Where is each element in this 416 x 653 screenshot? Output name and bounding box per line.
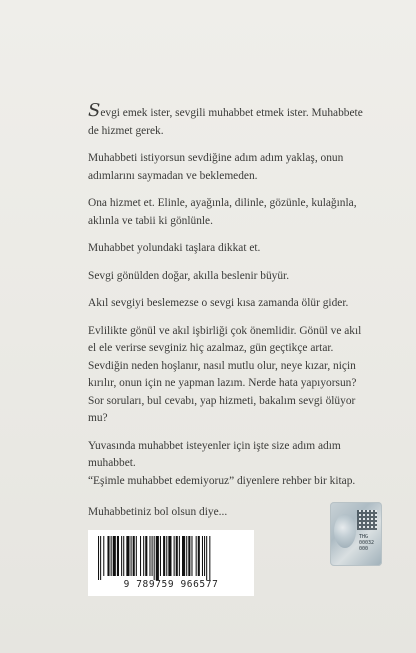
- back-cover-blurb: [88, 100, 384, 532]
- blurb-closing: Muhabbetiniz bol olsun diye...: [88, 506, 228, 518]
- blurb-line: Muhabbeti istiyorsun sevdiğine adım adım yaklaş, onun: [88, 152, 344, 164]
- hologram-sticker: [330, 502, 382, 566]
- blurb-line: mu?: [88, 412, 108, 424]
- isbn-digits: 9 789759 966577: [123, 579, 219, 590]
- blurb-line: Evlilikte gönül ve akıl işbirliği çok önemlidir. Gönül ve akıl: [88, 324, 362, 337]
- blurb-paragraph-8: [88, 438, 384, 491]
- hologram-emblem-icon: [334, 514, 356, 548]
- blurb-line: Ona hizmet et. Elinle, ayağınla, dilinle, gözünle, kulağınla,: [88, 197, 357, 209]
- blurb-line: Sor soruları, bul cevabı, yap hizmeti, bakalım sevgi ölüyor: [88, 394, 356, 407]
- sticker-code-line: 00032: [359, 540, 375, 546]
- blurb-paragraph-1: [88, 100, 384, 140]
- sticker-code-line: THG: [359, 534, 369, 540]
- blurb-line: Sevdiğin neden hoşlanır, nasıl mutlu olur, neye kızar, niçin: [88, 359, 356, 372]
- blurb-line: de hizmet gerek.: [88, 124, 164, 137]
- qr-code-icon: [357, 510, 377, 530]
- barcode-bars-icon: [96, 536, 246, 580]
- blurb-line: aklınla ve tabii ki gönlünle.: [88, 214, 213, 227]
- sticker-code: [359, 534, 374, 552]
- blurb-line: [88, 100, 384, 123]
- blurb-line: kırılır, onun için ne yapman lazım. Nerde hata yapıyorsun?: [88, 377, 357, 389]
- blurb-line: muhabbet.: [88, 457, 136, 469]
- blurb-paragraph-5: Sevgi gönülden doğar, akılla beslenir büyür.: [88, 269, 290, 282]
- drop-cap: S: [88, 100, 101, 121]
- sticker-code-line: 000: [359, 546, 369, 552]
- blurb-line: “Eşimle muhabbet edemiyoruz” diyenlere rehber bir kitap.: [88, 474, 356, 487]
- blurb-paragraph-3: [88, 195, 384, 230]
- blurb-line: el ele verirse sevginiz hiç azalmaz, gün geçtikçe artar.: [88, 342, 334, 354]
- blurb-paragraph-2: [88, 150, 384, 185]
- blurb-paragraph-4: Muhabbet yolundaki taşlara dikkat et.: [88, 242, 261, 254]
- blurb-paragraph-6: Akıl sevgiyi beslemezse o sevgi kısa zamanda ölür gider.: [88, 297, 349, 309]
- blurb-paragraph-7: [88, 323, 384, 428]
- blurb-line: adımlarını saymadan ve beklemeden.: [88, 169, 258, 182]
- isbn-barcode: [88, 530, 254, 596]
- blurb-text: evgi emek ister, sevgili muhabbet etmek ister. Muhabbete: [100, 107, 363, 119]
- blurb-line: Yuvasında muhabbet isteyenler için işte size adım adım: [88, 439, 341, 452]
